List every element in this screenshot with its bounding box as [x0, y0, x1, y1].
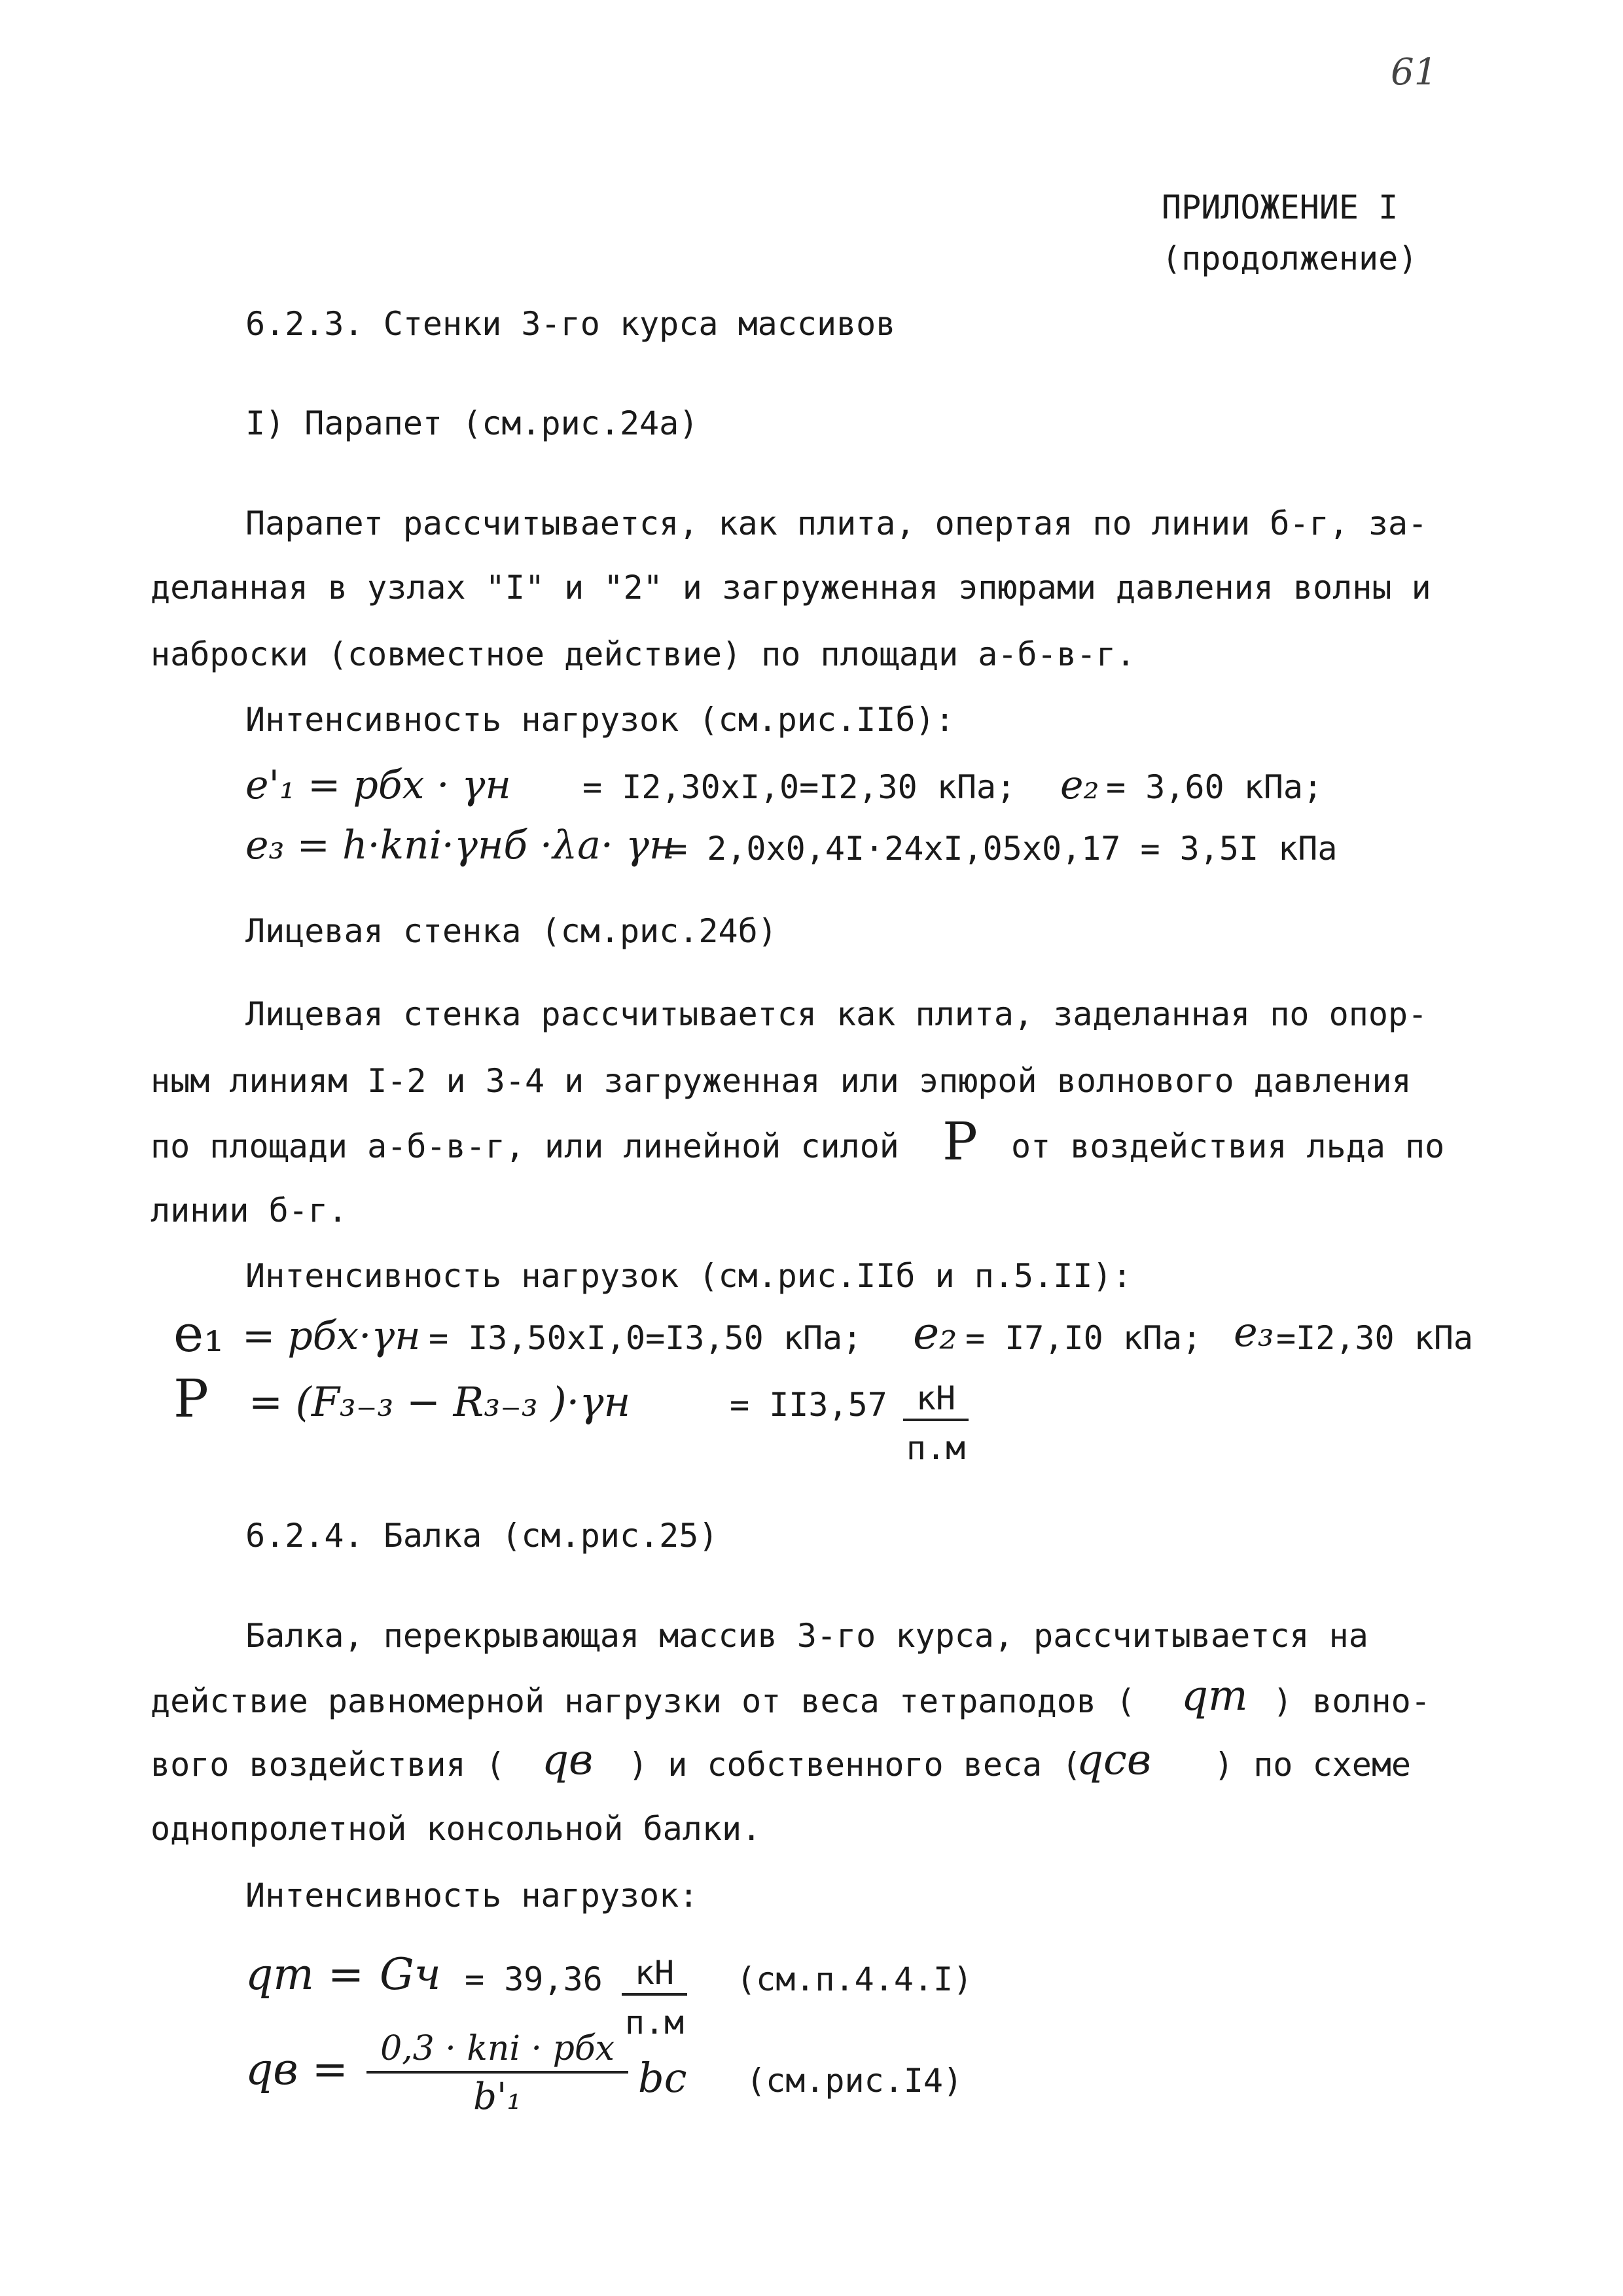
formula-e3-symbol: e₃: [1234, 1308, 1274, 1356]
formula-e1-expression: = pбх·γн: [242, 1313, 421, 1359]
page-number: 61: [1391, 51, 1438, 94]
paragraph-line: Парапет рассчитывается, как плита, опертая по линии б-г, за-: [245, 504, 1428, 542]
formula-qt-lhs: qт =: [245, 1949, 365, 2000]
formula-qv-reference: (см.рис.I4): [746, 2062, 963, 2100]
formula-e2-symbol: e₂: [1060, 762, 1099, 808]
unit-fraction: [903, 1379, 969, 1467]
fraction-numerator: 0,3 · kпі · pбх: [380, 2029, 615, 2068]
formula-P-value: = II3,57: [730, 1386, 887, 1424]
section-624-title: 6.2.4. Балка (см.рис.25): [245, 1517, 719, 1555]
fraction-denominator: b'₁: [473, 2075, 522, 2118]
paragraph-line: ) и собственного веса (: [628, 1746, 1082, 1784]
load-qv-symbol: qв: [542, 1736, 594, 1784]
formula-qt-reference: (см.п.4.4.I): [736, 1960, 973, 1998]
load-qt-symbol: qт: [1181, 1672, 1248, 1720]
formula-e2-value: = 3,60 кПа;: [1106, 768, 1323, 806]
unit-denominator: п.м: [624, 2004, 685, 2041]
formula-e1-value: = I2,30хI,0=I2,30 кПа;: [582, 768, 1016, 806]
unit-numerator: кН: [634, 1954, 675, 1992]
load-qsv-symbol: qсв: [1077, 1736, 1152, 1784]
paragraph-line: ) по схеме: [1214, 1746, 1412, 1784]
load-intensity-heading: Интенсивность нагрузок (см.рис.IIб и п.5.II):: [245, 1257, 1132, 1295]
paragraph-line: Лицевая стенка рассчитывается как плита, заделанная по опор-: [245, 995, 1428, 1033]
paragraph-line: по площади а-б-в-г, или линейной силой: [151, 1127, 899, 1165]
unit-numerator: кН: [916, 1379, 956, 1417]
paragraph-line: деланная в узлах "I" и "2" и загруженная эпюрами давления волны и: [151, 569, 1431, 607]
face-wall-title: Лицевая стенка (см.рис.24б): [245, 912, 777, 950]
unit-fraction: [622, 1956, 687, 2039]
formula-e3-value: = 2,0х0,4I·24хI,05х0,17 = 3,5I кПа: [668, 830, 1338, 868]
parapet-title: I) Парапет (см.рис.24а): [245, 404, 699, 442]
paragraph-line: действие равномерной нагрузки от веса тетраподов (: [151, 1682, 1136, 1720]
formula-e2-symbol: e₂: [913, 1308, 957, 1360]
formula-P-expression: = (F₃₋₃ − R₃₋₃ )·γн: [249, 1378, 631, 1426]
formula-P-symbol: P: [173, 1368, 209, 1429]
paragraph-line: от воздействия льда по: [1011, 1127, 1445, 1165]
load-intensity-heading: Интенсивность нагрузок:: [245, 1877, 699, 1915]
formula-e2-value: = I7,I0 кПа;: [965, 1319, 1202, 1357]
paragraph-line: однопролетной консольной балки.: [151, 1810, 762, 1848]
paragraph-line: ным линиям I-2 и 3-4 и загруженная или эпюрой волнового давления: [151, 1062, 1412, 1100]
formula-e3-value: =I2,30 кПа: [1276, 1319, 1474, 1357]
paragraph-line: ) волно-: [1273, 1682, 1431, 1720]
unit-denominator: п.м: [906, 1429, 966, 1467]
formula-e1-symbol: e₁: [173, 1305, 224, 1364]
load-intensity-heading: Интенсивность нагрузок (см.рис.IIб):: [245, 701, 955, 739]
formula-G-symbol: Gч: [380, 1949, 441, 2000]
section-623-title: 6.2.3. Стенки 3-го курса массивов: [245, 305, 896, 343]
paragraph-line: Балка, перекрывающая массив 3-го курса, рассчитывается на: [245, 1617, 1368, 1655]
paragraph-line: вого воздействия (: [151, 1746, 505, 1784]
appendix-continuation: (продолжение): [1162, 239, 1418, 277]
force-P-symbol: P: [942, 1111, 978, 1172]
paragraph-line: линии б-г.: [151, 1192, 348, 1229]
formula-e1-lhs: e'₁ = pбх · γн: [245, 762, 511, 808]
formula-qv-lhs: qв =: [245, 2044, 348, 2094]
formula-bc-symbol: bс: [638, 2054, 687, 2102]
formula-e3-lhs: e₃ = h·kпі·γнб ·λa· γн: [245, 822, 675, 868]
formula-qv-fraction: [366, 2029, 628, 2118]
formula-e1-value: = I3,50хI,0=I3,50 кПа;: [429, 1319, 863, 1357]
formula-qt-value: = 39,36: [465, 1960, 603, 1998]
paragraph-line: наброски (совместное действие) по площади а-б-в-г.: [151, 635, 1136, 673]
appendix-heading: ПРИЛОЖЕНИЕ I: [1162, 188, 1399, 226]
